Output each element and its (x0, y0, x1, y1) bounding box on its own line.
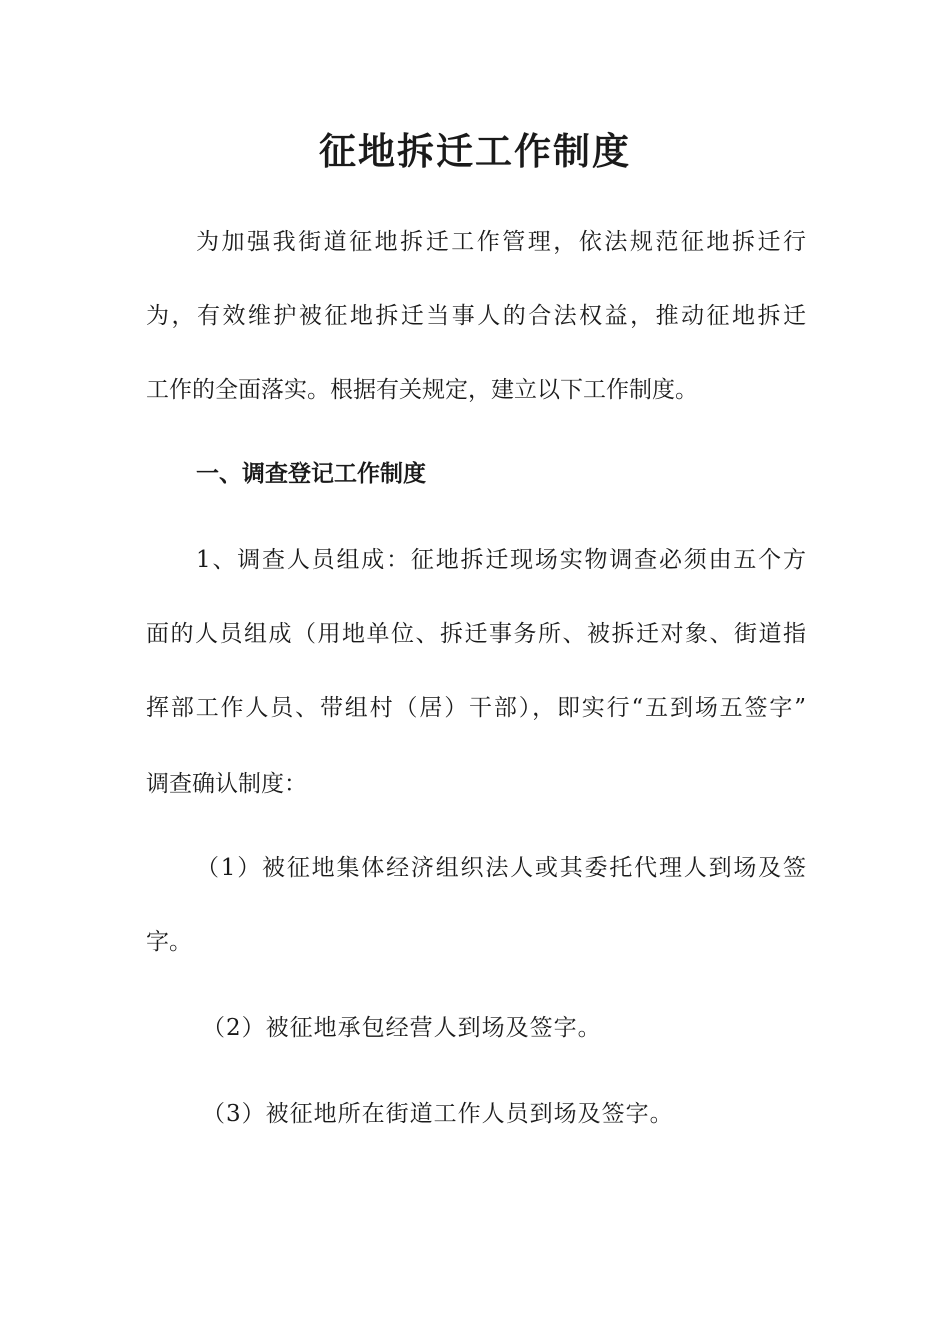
section-heading: 一、调查登记工作制度 (196, 460, 426, 487)
sub2-line: （2）被征地承包经营人到场及签字。 (202, 1015, 602, 1041)
item1-line-4: 调查确认制度： (146, 771, 307, 797)
sub1-line-1: （1）被征地集体经济组织法人或其委托代理人到场及签 (196, 855, 806, 881)
item1-line-2: 面的人员组成（用地单位、拆迁事务所、被拆迁对象、街道指 (146, 621, 806, 647)
intro-line-3: 工作的全面落实。根据有关规定，建立以下工作制度。 (146, 377, 698, 403)
sub1-line-2: 字。 (146, 929, 192, 955)
sub3-line: （3）被征地所在街道工作人员到场及签字。 (202, 1101, 674, 1127)
item1-line-1: 1、调查人员组成：征地拆迁现场实物调查必须由五个方 (196, 547, 806, 573)
intro-line-2: 为，有效维护被征地拆迁当事人的合法权益，推动征地拆迁 (146, 303, 806, 329)
document-title: 征地拆迁工作制度 (319, 129, 631, 173)
item1-line-3: 挥部工作人员、带组村（居）干部），即实行“五到场五签字” (146, 695, 806, 721)
intro-line-1: 为加强我街道征地拆迁工作管理，依法规范征地拆迁行 (196, 229, 806, 255)
